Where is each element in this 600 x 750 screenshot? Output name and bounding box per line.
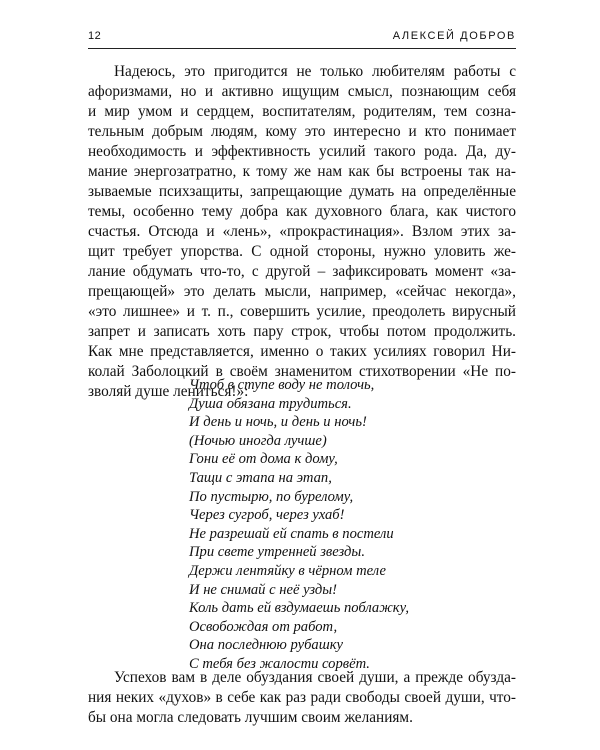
poem-line: И не снимай с неё узды! [189, 581, 338, 598]
poem-line: Она последнюю рубашку [189, 637, 344, 654]
poem-line: Тащи с этапа на этап, [189, 469, 332, 486]
paragraph-closing [88, 668, 516, 728]
poem-line: Через сугроб, через ухаб! [189, 507, 345, 524]
text-line: зываемые психзащиты, запрещающие думать на определённые [88, 183, 516, 200]
text-line: необходимость и эффективность усилий такого рода. Да, ду- [88, 143, 516, 160]
text-line: темы, особенно тему добра как духовного блага, как чистого [88, 203, 516, 220]
text-line: Надеюсь, это пригодится не только любителям работы с [114, 63, 516, 80]
poem-line: Освобождая от работ, [189, 618, 338, 635]
author-name: АЛЕКСЕЙ ДОБРОВ [392, 30, 516, 42]
paragraph-intro [88, 62, 516, 402]
poem-line: С тебя без жалости сорвёт. [189, 655, 370, 672]
text-line: щит требует упорства. С одной стороны, нужно уловить же- [88, 243, 516, 260]
poem-line: Коль дать ей вздумаешь поблажку, [189, 600, 410, 617]
poem-line: При свете утренней звезды. [189, 544, 365, 561]
poem-line: Гони её от дома к дому, [189, 451, 338, 468]
poem-line: (Ночью иногда лучше) [189, 432, 327, 449]
text-line: Как мне представляется, именно о таких усилиях говорил Ни- [88, 343, 516, 360]
text-line: тельным добрым людям, кому это интересно и кто понимает [88, 123, 516, 140]
text-line: колай Заболоцкий в своём знаменитом стихотворении «Не по- [88, 363, 516, 380]
poem-line: Держи лентяйку в чёрном теле [189, 562, 386, 579]
text-line: и мир умом и сердцем, воспитателям, родителям, тем сознa- [88, 103, 516, 120]
text-line: прещающей» это делать мысли, например, «сейчас некогда», [88, 283, 516, 300]
poem-line: Не разрешай ей спать в постели [189, 525, 394, 542]
text-line: Успехов вам в деле обуздания своей души, а прежде обузда- [114, 669, 516, 686]
text-line: мание энергозатратно, к тому же нам как бы встроены так на- [88, 163, 516, 180]
text-line: афоризмами, но и активно ищущим смысл, познающим себя [88, 83, 516, 100]
text-line: зволяй душе лениться!»: [88, 383, 249, 400]
text-line: счастья. Отсюда и «лень», «прокрастинация». Взлом этих за- [88, 223, 516, 240]
text-line: «это лишнее» и т. п., совершить усилие, преодолеть вирусный [88, 303, 516, 320]
text-line: ния неких «духов» в себе как раз ради свободы своей души, что- [88, 689, 516, 706]
text-line: запрет и записать хоть пару строк, чтобы потом продолжить. [88, 323, 516, 340]
poem-quote [189, 376, 509, 674]
text-line: лание обдумать что-то, с другой – зафиксировать момент «за- [88, 263, 516, 280]
text-line: бы она могла следовать лучшим своим желаниям. [88, 709, 413, 726]
running-header [88, 28, 516, 49]
poem-line: И день и ночь, и день и ночь! [189, 414, 367, 431]
poem-line: По пустырю, по бурелому, [189, 488, 354, 505]
poem-line: Душа обязана трудиться. [189, 395, 352, 412]
page-number: 12 [88, 30, 102, 42]
poem-line: Чтоб в ступе воду не толочь, [189, 377, 375, 393]
